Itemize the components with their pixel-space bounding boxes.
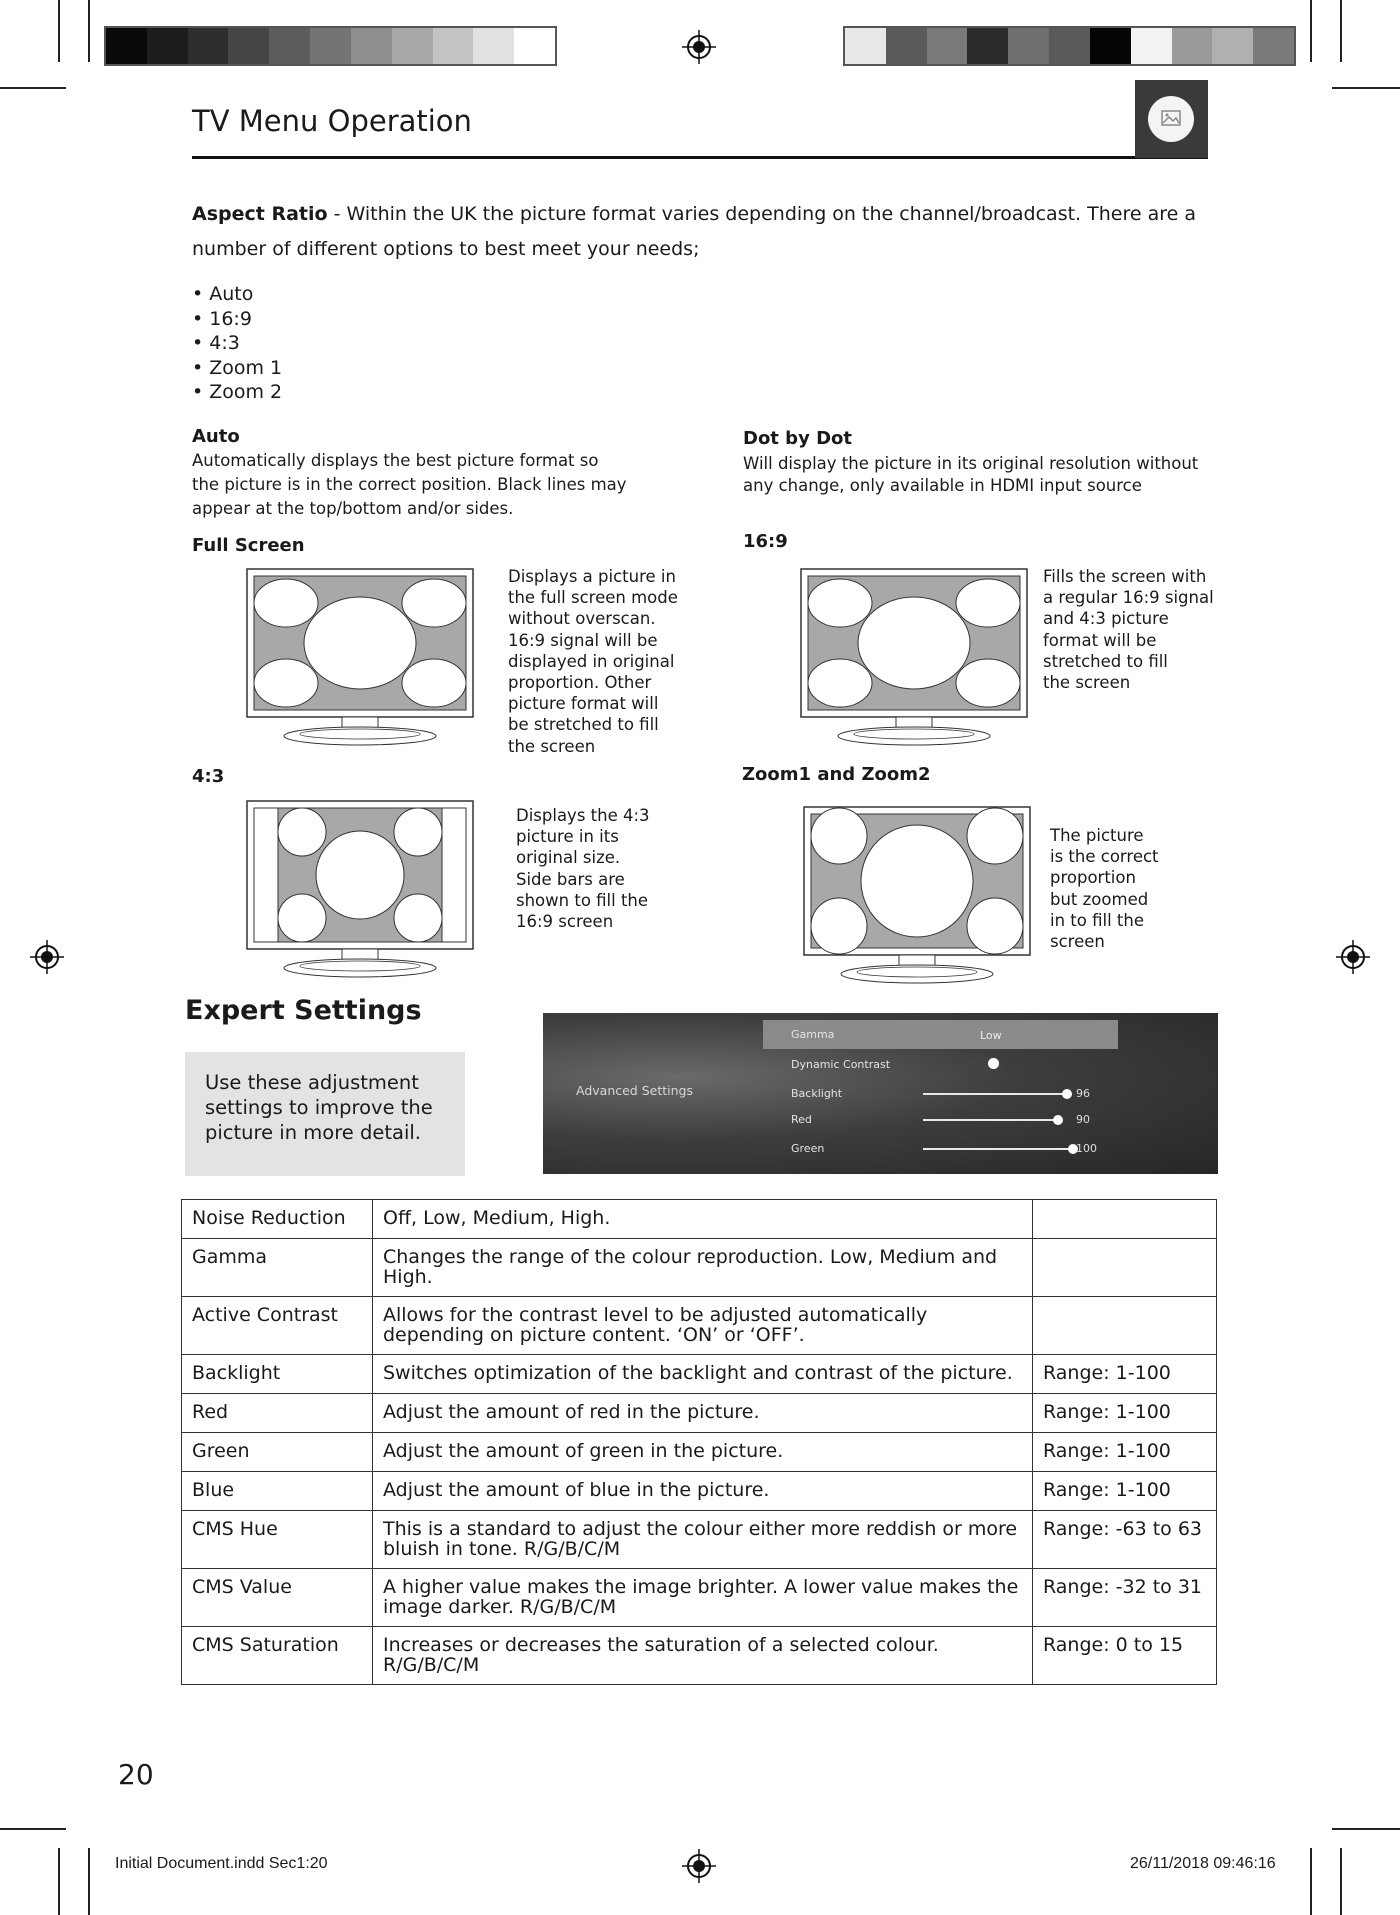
color-swatch	[473, 28, 514, 64]
setting-description-cell: Adjust the amount of blue in the picture.	[373, 1472, 1033, 1511]
setting-description-cell: Off, Low, Medium, High.	[373, 1200, 1033, 1239]
text-line: Displays the 4:3	[516, 806, 650, 825]
color-swatch	[1212, 28, 1253, 64]
tv-zoom-illustration	[803, 806, 1031, 986]
four-three-description	[516, 805, 650, 932]
table-row	[182, 1355, 1217, 1394]
text-line: picture format will	[508, 694, 659, 714]
setting-name-cell: CMS Hue	[182, 1511, 373, 1569]
backlight-value: 96	[1076, 1087, 1090, 1100]
red-label: Red	[791, 1113, 812, 1126]
list-item: • Zoom 1	[192, 356, 283, 379]
table-row	[182, 1627, 1217, 1685]
setting-range-cell: Range: 0 to 15	[1033, 1627, 1217, 1685]
text-line: the screen	[508, 736, 596, 756]
text-line: settings to improve the	[205, 1096, 433, 1119]
color-calibration-bar-right	[843, 26, 1296, 66]
list-item: • 4:3	[192, 332, 240, 354]
expert-settings-table	[181, 1199, 1217, 1685]
setting-range-cell: Range: 1-100	[1033, 1355, 1217, 1394]
text-line: format will be	[1043, 630, 1157, 650]
text-line: Use these adjustment	[205, 1071, 419, 1094]
table-row	[182, 1511, 1217, 1569]
text-line: Displays a picture in	[508, 567, 676, 586]
table-row	[182, 1297, 1217, 1355]
registration-mark-icon	[30, 940, 64, 974]
table-row	[182, 1239, 1217, 1297]
setting-name-cell: CMS Saturation	[182, 1627, 373, 1685]
title-divider	[192, 156, 1208, 159]
intro-text-2: number of different options to best meet your needs;	[192, 238, 700, 260]
green-slider	[923, 1148, 1073, 1150]
page-title: TV Menu Operation	[192, 104, 472, 138]
text-line: Fills the screen with	[1043, 567, 1207, 586]
table-row	[182, 1472, 1217, 1511]
footer-file-info: Initial Document.indd Sec1:20	[115, 1855, 328, 1872]
crop-mark	[58, 1848, 60, 1915]
setting-name-cell: Noise Reduction	[182, 1200, 373, 1239]
slider-knob	[1062, 1089, 1072, 1099]
dynamic-contrast-label: Dynamic Contrast	[791, 1058, 891, 1071]
text-line: The picture	[1050, 826, 1144, 845]
four-three-heading: 4:3	[192, 766, 225, 787]
color-swatch	[228, 28, 269, 64]
color-swatch	[967, 28, 1008, 64]
text-line: the screen	[1043, 673, 1131, 693]
color-swatch	[392, 28, 433, 64]
setting-description-cell: Allows for the contrast level to be adjusted automatically depending on picture content. ‘ON’ or ‘OFF’.	[373, 1297, 1033, 1355]
text-line: without overscan.	[508, 609, 656, 629]
advanced-settings-label: Advanced Settings	[576, 1083, 693, 1098]
setting-range-cell: Range: 1-100	[1033, 1472, 1217, 1511]
slider-knob	[1053, 1115, 1063, 1125]
text-line: Will display the picture in its original resolution without	[743, 454, 1199, 473]
text-line: in to fill the	[1050, 910, 1144, 930]
text-line: and 4:3 picture	[1043, 609, 1169, 629]
crop-mark	[0, 87, 66, 89]
text-line: be stretched to fill	[508, 715, 659, 735]
red-value: 90	[1076, 1113, 1090, 1126]
crop-mark	[0, 1828, 66, 1830]
table-row	[182, 1200, 1217, 1239]
text-line: proportion	[1050, 868, 1136, 888]
registration-mark-icon	[1336, 940, 1370, 974]
setting-description-cell: Increases or decreases the saturation of a selected colour. R/G/B/C/M	[373, 1627, 1033, 1685]
text-line: 16:9 screen	[516, 912, 614, 932]
text-line: proportion. Other	[508, 673, 652, 693]
expert-settings-heading: Expert Settings	[185, 995, 422, 1026]
setting-name-cell: Gamma	[182, 1239, 373, 1297]
text-line: 16:9 signal will be	[508, 630, 658, 650]
setting-description-cell: A higher value makes the image brighter. A lower value makes the image darker. R/G/B/C/M	[373, 1569, 1033, 1627]
setting-range-cell: Range: -32 to 31	[1033, 1569, 1217, 1627]
setting-description-cell: Changes the range of the colour reproduction. Low, Medium and High.	[373, 1239, 1033, 1297]
text-line: appear at the top/bottom and/or sides.	[192, 499, 514, 518]
full-screen-description	[508, 566, 678, 757]
page-number: 20	[118, 1758, 154, 1791]
auto-text	[192, 449, 627, 521]
setting-name-cell: CMS Value	[182, 1569, 373, 1627]
intro-text: - Within the UK the picture format varies depending on the channel/broadcast. There are a	[327, 203, 1196, 225]
color-swatch	[886, 28, 927, 64]
expert-settings-callout	[185, 1052, 465, 1176]
text-line: stretched to fill	[1043, 651, 1168, 671]
setting-range-cell	[1033, 1239, 1217, 1297]
setting-name-cell: Red	[182, 1394, 373, 1433]
registration-mark-icon	[682, 30, 716, 64]
table-row	[182, 1433, 1217, 1472]
list-item: • Auto	[192, 283, 254, 305]
green-label: Green	[791, 1142, 825, 1155]
color-swatch	[147, 28, 188, 64]
text-line: any change, only available in HDMI input source	[743, 476, 1142, 495]
text-line: shown to fill the	[516, 890, 649, 910]
setting-description-cell: Switches optimization of the backlight and contrast of the picture.	[373, 1355, 1033, 1394]
crop-mark	[1332, 1828, 1400, 1830]
intro-paragraph	[192, 197, 1212, 267]
setting-range-cell: Range: 1-100	[1033, 1394, 1217, 1433]
color-swatch	[1008, 28, 1049, 64]
crop-mark	[88, 1848, 90, 1915]
zoom-heading: Zoom1 and Zoom2	[742, 764, 931, 785]
crop-mark	[88, 0, 90, 62]
auto-heading: Auto	[192, 426, 240, 447]
green-value: 100	[1076, 1142, 1097, 1155]
list-item: • Zoom 2	[192, 381, 283, 403]
wide-heading: 16:9	[743, 531, 788, 552]
footer-timestamp: 26/11/2018 09:46:16	[1130, 1855, 1276, 1872]
color-swatch	[106, 28, 147, 64]
text-line: picture in more detail.	[205, 1121, 421, 1144]
picture-icon	[1148, 96, 1194, 142]
color-swatch	[1131, 28, 1172, 64]
setting-range-cell	[1033, 1200, 1217, 1239]
crop-mark	[1340, 1848, 1342, 1915]
tv-4-3-illustration	[246, 800, 474, 980]
zoom-description	[1050, 825, 1159, 952]
advanced-settings-screenshot	[543, 1013, 1218, 1174]
gamma-label: Gamma	[791, 1028, 835, 1041]
setting-description-cell: This is a standard to adjust the colour either more reddish or more bluish in tone. R/G/B/C/M	[373, 1511, 1033, 1569]
text-line: displayed in original	[508, 651, 675, 671]
tv-16-9-illustration	[800, 568, 1028, 748]
text-line: Side bars are	[516, 869, 625, 889]
crop-mark	[1310, 0, 1312, 62]
dynamic-contrast-toggle	[971, 1057, 1001, 1070]
color-swatch	[269, 28, 310, 64]
text-line: a regular 16:9 signal	[1043, 588, 1214, 608]
toggle-knob	[988, 1058, 999, 1069]
text-line: the full screen mode	[508, 588, 678, 608]
dot-by-dot-text	[743, 453, 1198, 497]
setting-description-cell: Adjust the amount of red in the picture.	[373, 1394, 1033, 1433]
auto-section	[192, 426, 627, 521]
color-swatch	[1253, 28, 1294, 64]
crop-mark	[1310, 1848, 1312, 1915]
color-swatch	[188, 28, 229, 64]
crop-mark	[1332, 87, 1400, 89]
table-row	[182, 1394, 1217, 1433]
color-swatch	[310, 28, 351, 64]
text-line: screen	[1050, 932, 1105, 952]
crop-mark	[1340, 0, 1342, 62]
backlight-slider	[923, 1093, 1067, 1095]
gamma-value: Low	[980, 1029, 1002, 1042]
color-swatch	[1172, 28, 1213, 64]
dot-by-dot-heading: Dot by Dot	[743, 428, 852, 449]
dot-by-dot-section	[743, 428, 1198, 497]
aspect-ratio-label: Aspect Ratio	[192, 203, 328, 225]
wide-description	[1043, 566, 1214, 693]
text-line: the picture is in the correct position. Black lines may	[192, 475, 627, 494]
color-swatch	[514, 28, 555, 64]
color-swatch	[1090, 28, 1131, 64]
text-line: but zoomed	[1050, 889, 1149, 909]
registration-mark-icon	[682, 1849, 716, 1883]
color-swatch	[927, 28, 968, 64]
setting-name-cell: Backlight	[182, 1355, 373, 1394]
list-item: • 16:9	[192, 307, 252, 330]
text-line: picture in its	[516, 827, 619, 847]
red-slider	[923, 1119, 1058, 1121]
color-swatch	[845, 28, 886, 64]
setting-range-cell: Range: -63 to 63	[1033, 1511, 1217, 1569]
backlight-label: Backlight	[791, 1087, 843, 1100]
crop-mark	[58, 0, 60, 62]
setting-range-cell: Range: 1-100	[1033, 1433, 1217, 1472]
setting-name-cell: Active Contrast	[182, 1297, 373, 1355]
text-line: Automatically displays the best picture format so	[192, 451, 599, 470]
full-screen-heading: Full Screen	[192, 535, 305, 556]
color-swatch	[351, 28, 392, 64]
text-line: original size.	[516, 848, 621, 868]
picture-section-tab	[1135, 80, 1208, 158]
setting-description-cell: Adjust the amount of green in the picture.	[373, 1433, 1033, 1472]
aspect-options-list	[192, 282, 282, 405]
setting-name-cell: Green	[182, 1433, 373, 1472]
text-line: is the correct	[1050, 847, 1159, 867]
setting-name-cell: Blue	[182, 1472, 373, 1511]
table-row	[182, 1569, 1217, 1627]
color-swatch	[433, 28, 474, 64]
tv-full-screen-illustration	[246, 568, 474, 748]
setting-range-cell	[1033, 1297, 1217, 1355]
color-swatch	[1049, 28, 1090, 64]
color-calibration-bar-left	[104, 26, 557, 66]
